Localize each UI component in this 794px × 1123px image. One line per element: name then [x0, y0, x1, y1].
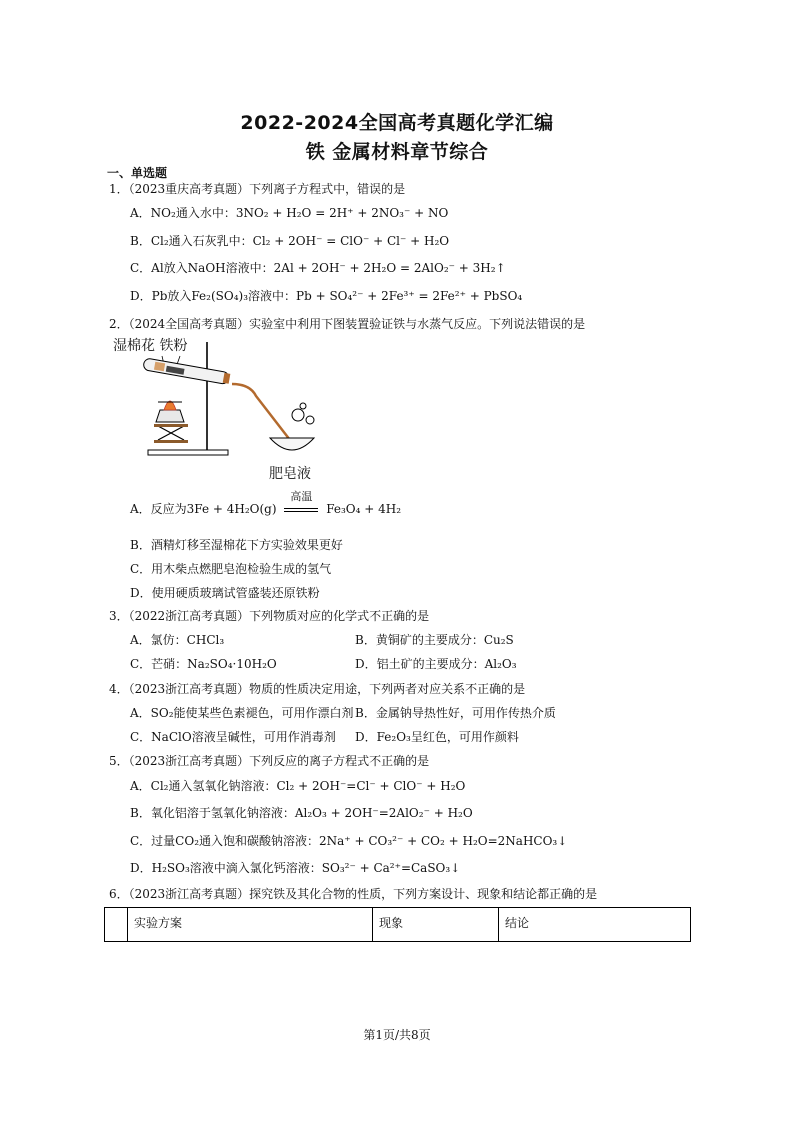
alcohol-lamp [156, 410, 184, 422]
q3-option-a: A．氯仿：CHCl₃ [130, 633, 225, 647]
apparatus-figure [140, 340, 340, 465]
reaction-arrow [282, 490, 320, 516]
q2-option-a [130, 490, 402, 517]
q4-option-b: B．金属钠导热性好，可用作传热介质 [355, 706, 556, 720]
experiment-table [104, 907, 691, 942]
q2-option-b: B．酒精灯移至湿棉花下方实验效果更好 [130, 538, 343, 552]
delivery-tube [232, 384, 290, 440]
table-header-plan: 实验方案 [128, 908, 373, 942]
q2-option-a-right: Fe₃O₄ + 4H₂ [326, 502, 402, 516]
question-2-stem: 2．（2024全国高考真题）实验室中利用下图装置验证铁与水蒸气反应。下列说法错误的是 [109, 317, 586, 331]
q4-option-d: D．Fe₂O₃呈红色，可用作颜料 [355, 730, 519, 744]
question-3-stem: 3．（2022浙江高考真题）下列物质对应的化学式不正确的是 [109, 609, 430, 623]
table-row [105, 908, 691, 942]
q1-option-a: A．NO₂通入水中：3NO₂ + H₂O = 2H⁺ + 2NO₃⁻ + NO [130, 206, 449, 220]
document-title: 2022-2024全国高考真题化学汇编 [240, 112, 554, 134]
cotton [154, 362, 165, 372]
reaction-condition: 高温 [290, 490, 313, 503]
q5-option-d: D．H₂SO₃溶液中滴入氯化钙溶液：SO₃²⁻ + Ca²⁺=CaSO₃↓ [130, 861, 461, 875]
table-header-phenomenon: 现象 [373, 908, 499, 942]
glass-tube [143, 358, 231, 385]
section-heading: 一、单选题 [107, 166, 168, 180]
document-subtitle: 铁 金属材料章节综合 [305, 141, 489, 163]
q1-option-b: B．Cl₂通入石灰乳中：Cl₂ + 2OH⁻ = ClO⁻ + Cl⁻ + H₂O [130, 234, 450, 248]
q5-option-a: A．Cl₂通入氢氧化钠溶液：Cl₂ + 2OH⁻=Cl⁻ + ClO⁻ + H₂O [130, 779, 466, 793]
figure-label-soap: 肥皂液 [269, 466, 311, 482]
page-number: 第1页/共8页 [363, 1028, 431, 1042]
soap-bubble [292, 409, 304, 421]
q2-option-c: C．用木柴点燃肥皂泡检验生成的氢气 [130, 562, 332, 576]
q4-option-c: C．NaClO溶液呈碱性，可用作消毒剂 [130, 730, 336, 744]
q2-option-d: D．使用硬质玻璃试管盛装还原铁粉 [130, 586, 320, 600]
evaporating-dish [270, 438, 314, 450]
q1-option-d: D．Pb放入Fe₂(SO₄)₃溶液中：Pb + SO₄²⁻ + 2Fe³⁺ = 2Fe²⁺ + PbSO₄ [130, 289, 523, 303]
q5-option-b: B．氧化铝溶于氢氧化钠溶液：Al₂O₃ + 2OH⁻=2AlO₂⁻ + H₂O [130, 806, 473, 820]
table-header-index [105, 908, 128, 942]
q3-option-b: B．黄铜矿的主要成分：Cu₂S [355, 633, 514, 647]
question-5-stem: 5．（2023浙江高考真题）下列反应的离子方程式不正确的是 [109, 754, 430, 768]
question-1-stem: 1．（2023重庆高考真题）下列离子方程式中，错误的是 [109, 182, 406, 196]
q1-option-c: C．Al放入NaOH溶液中：2Al + 2OH⁻ + 2H₂O = 2AlO₂⁻ + 3H₂↑ [130, 261, 506, 275]
stand-base [148, 450, 228, 455]
table-header-conclusion: 结论 [499, 908, 691, 942]
question-4-stem: 4．（2023浙江高考真题）物质的性质决定用途，下列两者对应关系不正确的是 [109, 682, 526, 696]
q3-option-c: C．芒硝：Na₂SO₄·10H₂O [130, 657, 277, 671]
figure-label-cotton-iron: 湿棉花 铁粉 [113, 338, 188, 354]
q2-option-a-left: A．反应为3Fe + 4H₂O(g) [130, 502, 277, 516]
question-6-stem: 6．（2023浙江高考真题）探究铁及其化合物的性质，下列方案设计、现象和结论都正确的是 [109, 887, 598, 901]
q3-option-d: D．铝土矿的主要成分：Al₂O₃ [355, 657, 517, 671]
q4-option-a: A．SO₂能使某些色素褪色，可用作漂白剂 [130, 706, 354, 720]
q5-option-c: C．过量CO₂通入饱和碳酸钠溶液：2Na⁺ + CO₃²⁻ + CO₂ + H₂O=2NaHCO₃↓ [130, 834, 568, 848]
